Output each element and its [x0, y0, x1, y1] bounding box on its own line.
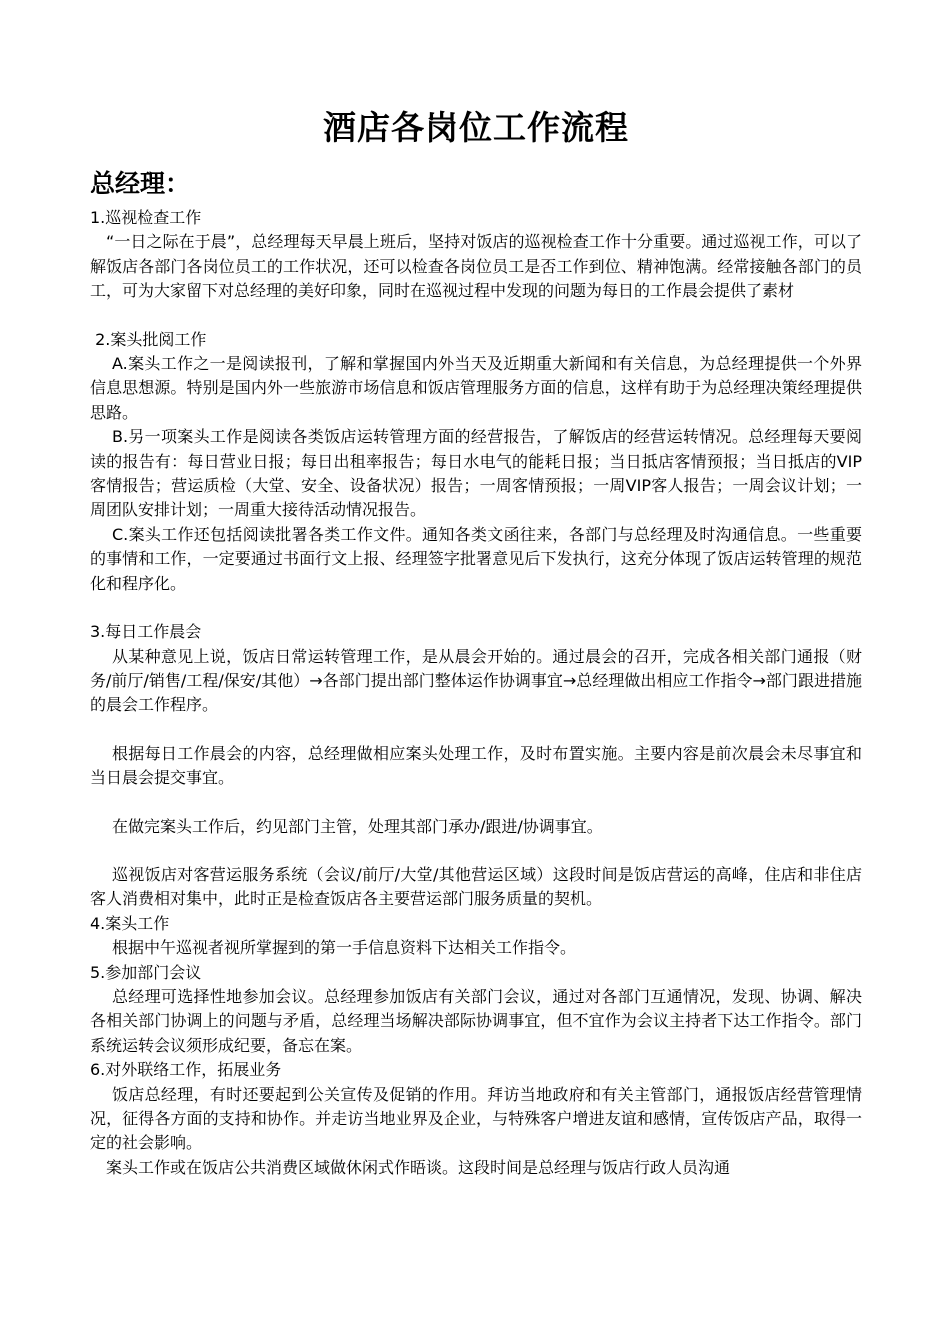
section-heading: 1.巡视检查工作 — [90, 208, 202, 227]
section-heading: 6.对外联络工作，拓展业务 — [90, 1060, 282, 1080]
document-title: 酒店各岗位工作流程 — [323, 108, 629, 147]
section-external-liaison — [90, 1058, 862, 1180]
section-heading: 5.参加部门会议 — [90, 962, 202, 982]
paragraph: 案头工作或在饭店公共消费区域做休闲式作晤谈。这段时间是总经理与饭店行政人员沟通 — [106, 1157, 731, 1177]
paragraph: “一日之际在于晨”，总经理每天早晨上班后，坚持对饭店的巡视检查工作十分重要。通过巡视工作，可以了解饭店各部门各岗位员工的工作状况，还可以检查各岗位员工是否工作到位、精神饱满。经常接触各部门的员工，可为大家留下对总经理的美好印象，同时在巡视过程中发现的问题为每日的工作晨会提供了素材 — [90, 232, 862, 301]
section-desk-work — [90, 912, 862, 961]
paragraph: 总经理可选择性地参加会议。总经理参加饭店有关部门会议，通过对各部门互通情况，发现、协调、解决各相关部门协调上的问题与矛盾，总经理当场解决部际协调事宜，但不宜作为会议主持者下达工作指令。部门系统运转会议须形成纪要，备忘在案。 — [90, 986, 862, 1055]
spacer — [90, 718, 862, 742]
document-page — [90, 100, 862, 1180]
paragraph-b: B.另一项案头工作是阅读各类饭店运转管理方面的经营报告，了解饭店的经营运转情况。总经理每天要阅读的报告有：每日营业日报；每日出租率报告；每日水电气的能耗日报；当日抵店客情预报；当日抵店的VIP客情报告；营运质检（大堂、安全、设备状况）报告；一周客情预报；一周VIP客人报告；一周会议计划；一周团队安排计划；一周重大接待活动情况报告。 — [90, 427, 862, 520]
spacer — [90, 791, 862, 815]
role-heading: 总经理： — [90, 169, 191, 198]
paragraph-c: C.案头工作还包括阅读批署各类工作文件。通知各类文函往来，各部门与总经理及时沟通信息。一些重要的事情和工作，一定要通过书面行文上报、经理签字批署意见后下发执行，这充分体现了饭店运转管理的规范化和程序化。 — [90, 524, 862, 593]
section-inspection — [90, 206, 862, 304]
section-heading: 3.每日工作晨会 — [90, 622, 202, 642]
section-heading: 2.案头批阅工作 — [90, 329, 207, 349]
paragraph-a: A.案头工作之一是阅读报刊，了解和掌握国内外当天及近期重大新闻和有关信息，为总经理提供一个外界信息思想源。特别是国内外一些旅游市场信息和饭店管理服务方面的信息，这样有助于为总经理决策经理提供思路。 — [90, 354, 862, 422]
section-morning-meeting — [90, 620, 862, 912]
paragraph: 从某种意见上说，饭店日常运转管理工作，是从晨会开始的。通过晨会的召开，完成各相关部门通报（财务/前厅/销售/工程/保安/其他）→各部门提出部门整体运作协调事宜→总经理做出相应工作指令→部门跟进措施的晨会工作程序。 — [90, 646, 862, 715]
paragraph: 巡视饭店对客营运服务系统（会议/前厅/大堂/其他营运区域）这段时间是饭店营运的高峰，住店和非住店客人消费相对集中，此时正是检查饭店各主要营运部门服务质量的契机。 — [90, 864, 862, 909]
paragraph: 根据中午巡视者视所掌握到的第一手信息资料下达相关工作指令。 — [112, 938, 577, 958]
section-heading: 4.案头工作 — [90, 913, 170, 933]
paragraph: 在做完案头工作后，约见部门主管，处理其部门承办/跟进/协调事宜。 — [112, 816, 603, 836]
spacer — [90, 839, 862, 863]
section-department-meeting — [90, 961, 862, 1059]
spacer — [90, 304, 862, 328]
spacer — [90, 596, 862, 620]
paragraph: 饭店总经理，有时还要起到公关宣传及促销的作用。拜访当地政府和有关主管部门，通报饭店经营管理情况，征得各方面的支持和协作。并走访当地业界及企业，与特殊客户增进友谊和感情，宣传饭店产品，取得一定的社会影响。 — [90, 1084, 862, 1153]
section-desk-review — [90, 328, 862, 596]
paragraph: 根据每日工作晨会的内容，总经理做相应案头处理工作，及时布置实施。主要内容是前次晨会未尽事宜和当日晨会提交事宜。 — [90, 743, 862, 788]
